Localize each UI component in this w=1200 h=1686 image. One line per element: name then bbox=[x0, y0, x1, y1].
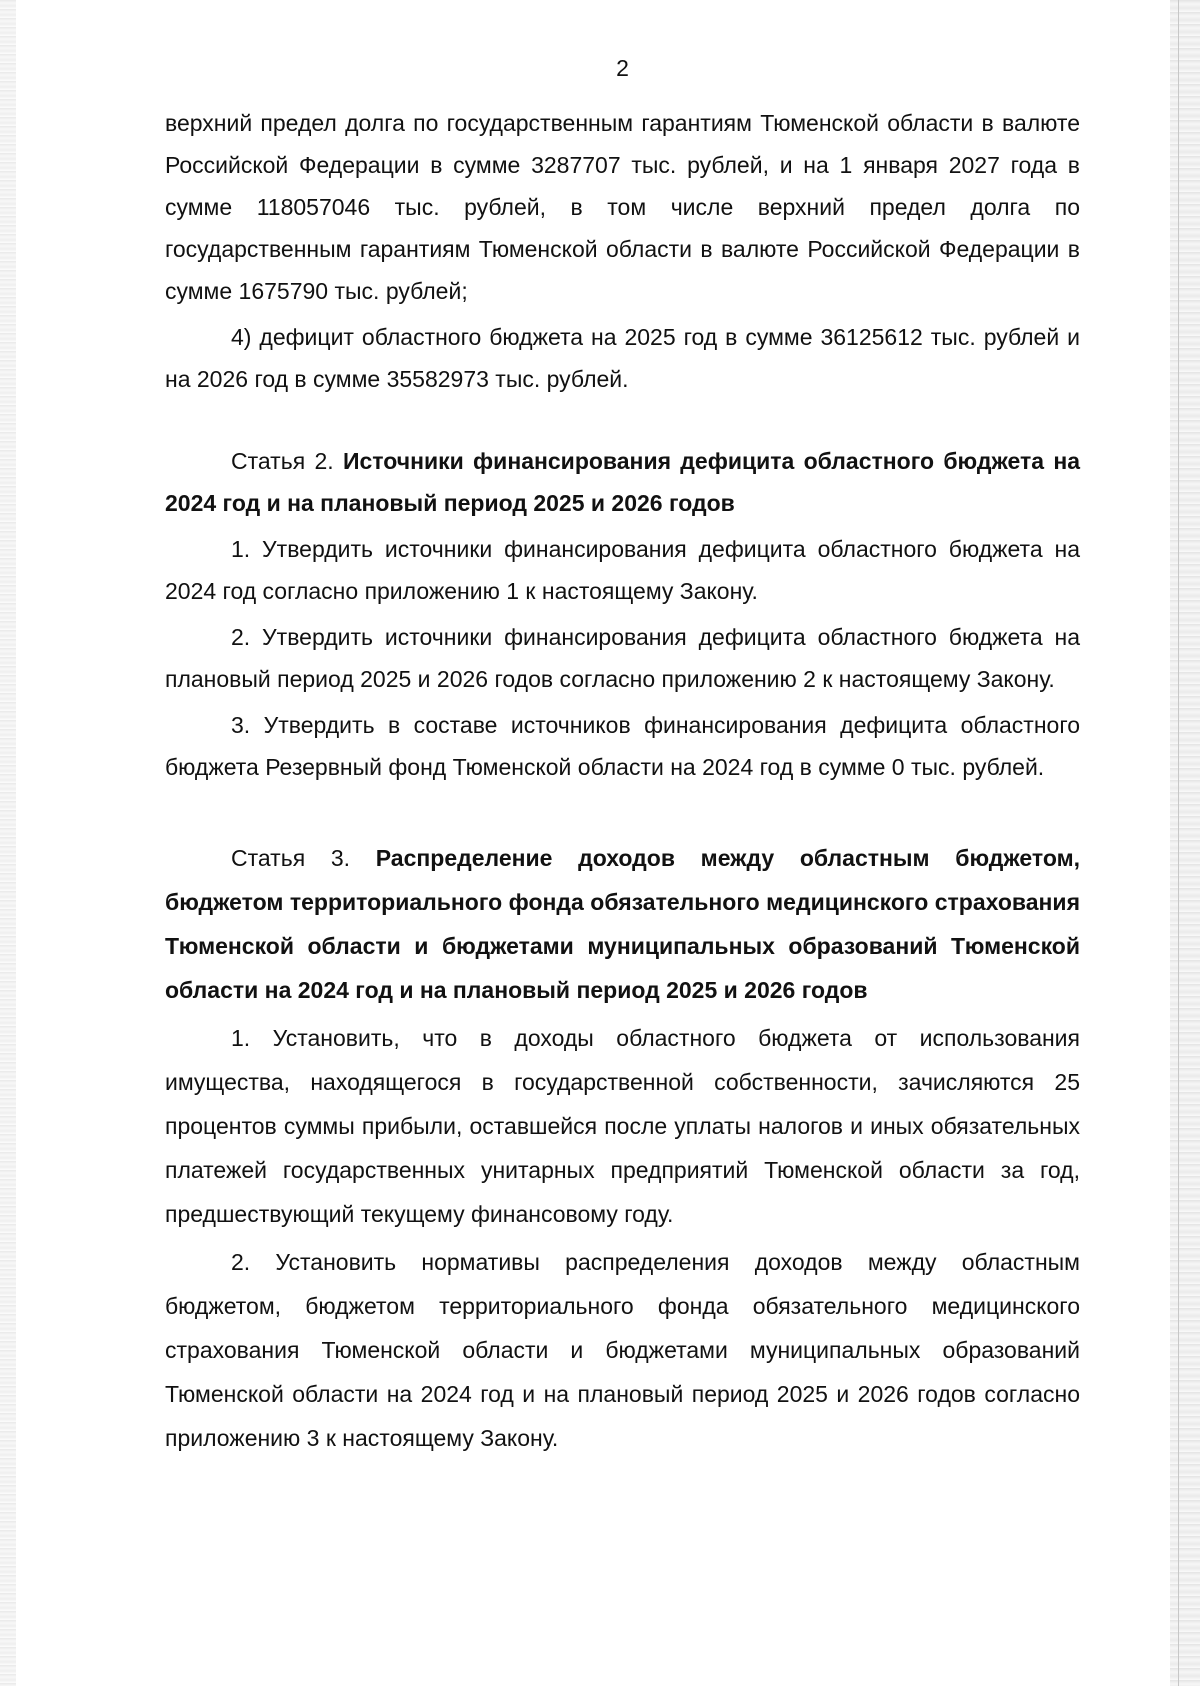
article-2-paragraph-2: 2. Утвердить источники финансирования дефицита областного бюджета на плановый период 2025 и 2026 годов согласно приложению 2 к настоящему Закону. bbox=[165, 624, 1080, 692]
page-number: 2 bbox=[616, 55, 629, 81]
article-3-lead: Статья 3. bbox=[231, 845, 351, 871]
article-3-paragraph-1: 1. Установить, что в доходы областного бюджета от использования имущества, находящегося в государственной собственности, зачисляются 25 процентов суммы прибыли, оставшейся после уплаты налогов и иных обязательных платежей государственных унитарных предприятий Тюменской области за год, предшествующий текущему финансовому году. bbox=[165, 1025, 1080, 1227]
intro-paragraph: верхний предел долга по государственным гарантиям Тюменской области в валюте Российской Федерации в сумме 3287707 тыс. рублей, и на 1 января 2027 года в сумме 118057046 тыс. рублей, в том числе верхний предел долга по государственным гарантиям Тюменской области в валюте Российской Федерации в сумме 1675790 тыс. рублей; bbox=[165, 110, 1080, 304]
article-2-lead: Статья 2. bbox=[231, 448, 334, 474]
document-page bbox=[165, 52, 1080, 1460]
article-2-paragraph-3: 3. Утвердить в составе источников финансирования дефицита областного бюджета Резервный фонд Тюменской области на 2024 год в сумме 0 тыс. рублей. bbox=[165, 712, 1080, 780]
article-2-heading bbox=[165, 440, 1080, 524]
article-3 bbox=[165, 836, 1080, 1460]
item-4-paragraph: 4) дефицит областного бюджета на 2025 год в сумме 36125612 тыс. рублей и на 2026 год в сумме 35582973 тыс. рублей. bbox=[165, 324, 1080, 392]
article-3-paragraph-2: 2. Установить нормативы распределения доходов между областным бюджетом, бюджетом территориального фонда обязательного медицинского страхования Тюменской области и бюджетами муниципальных образований Тюменской области на 2024 год и на плановый период 2025 и 2026 годов согласно приложению 3 к настоящему Закону. bbox=[165, 1249, 1080, 1451]
scan-edge-left bbox=[0, 0, 16, 1686]
article-3-title: Распределение доходов между областным бюджетом, бюджетом территориального фонда обязательного медицинского страхования Тюменской области и бюджетами муниципальных образований Тюменской области на 2024 год и на плановый период 2025 и 2026 годов bbox=[165, 845, 1081, 1003]
article-2 bbox=[165, 440, 1080, 788]
article-3-heading bbox=[165, 836, 1080, 1012]
scan-edge-right bbox=[1170, 0, 1200, 1686]
article-2-paragraph-1: 1. Утвердить источники финансирования дефицита областного бюджета на 2024 год согласно приложению 1 к настоящему Закону. bbox=[165, 536, 1080, 604]
article-2-title: Источники финансирования дефицита областного бюджета на 2024 год и на плановый период 2025 и 2026 годов bbox=[165, 448, 1081, 516]
